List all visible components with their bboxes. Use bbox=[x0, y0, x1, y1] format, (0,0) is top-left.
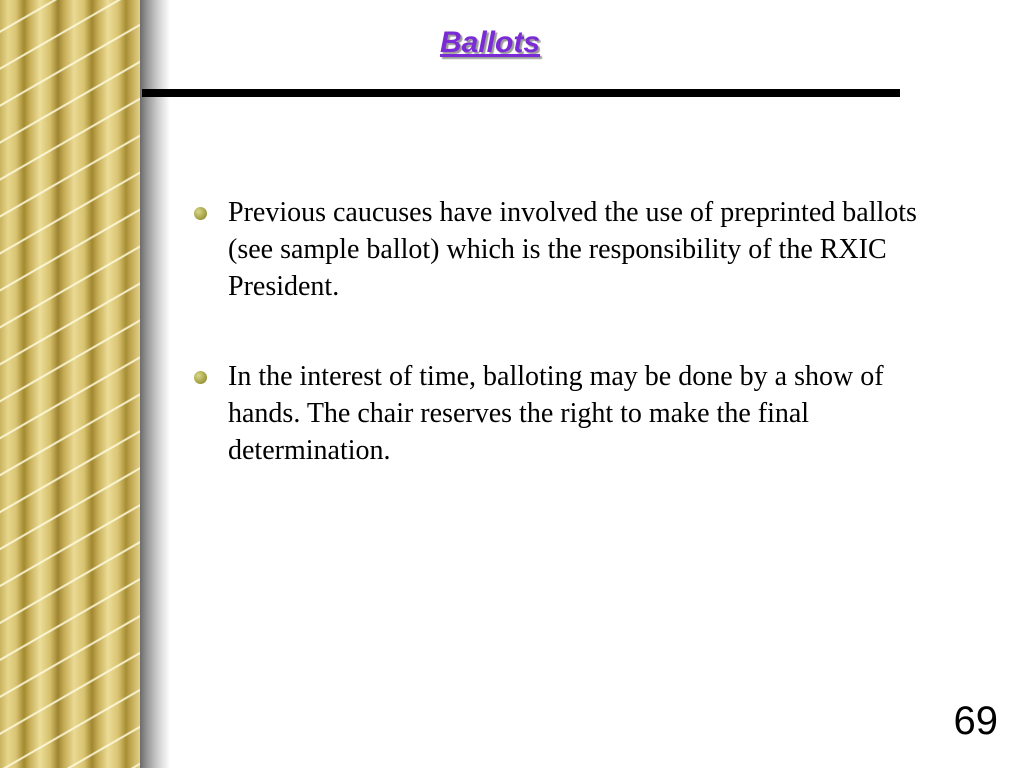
slide-number: 69 bbox=[953, 699, 998, 743]
bullet-text: Previous caucuses have involved the use of preprinted ballots (see sample ballot) which is the responsibility of the RXIC President. bbox=[228, 197, 917, 302]
title-divider bbox=[142, 89, 900, 97]
title-container bbox=[440, 26, 540, 60]
bullet-list bbox=[190, 194, 920, 522]
slide-title[interactable]: Ballots bbox=[440, 26, 541, 59]
decorative-pillar bbox=[0, 0, 140, 768]
bullet-icon bbox=[194, 371, 207, 384]
bullet-item bbox=[190, 358, 920, 469]
bullet-item bbox=[190, 194, 920, 305]
bullet-text: In the interest of time, balloting may be done by a show of hands. The chair reserves the right to make the final determination. bbox=[228, 361, 884, 466]
bullet-icon bbox=[194, 207, 207, 220]
pillar-shadow bbox=[140, 0, 170, 768]
